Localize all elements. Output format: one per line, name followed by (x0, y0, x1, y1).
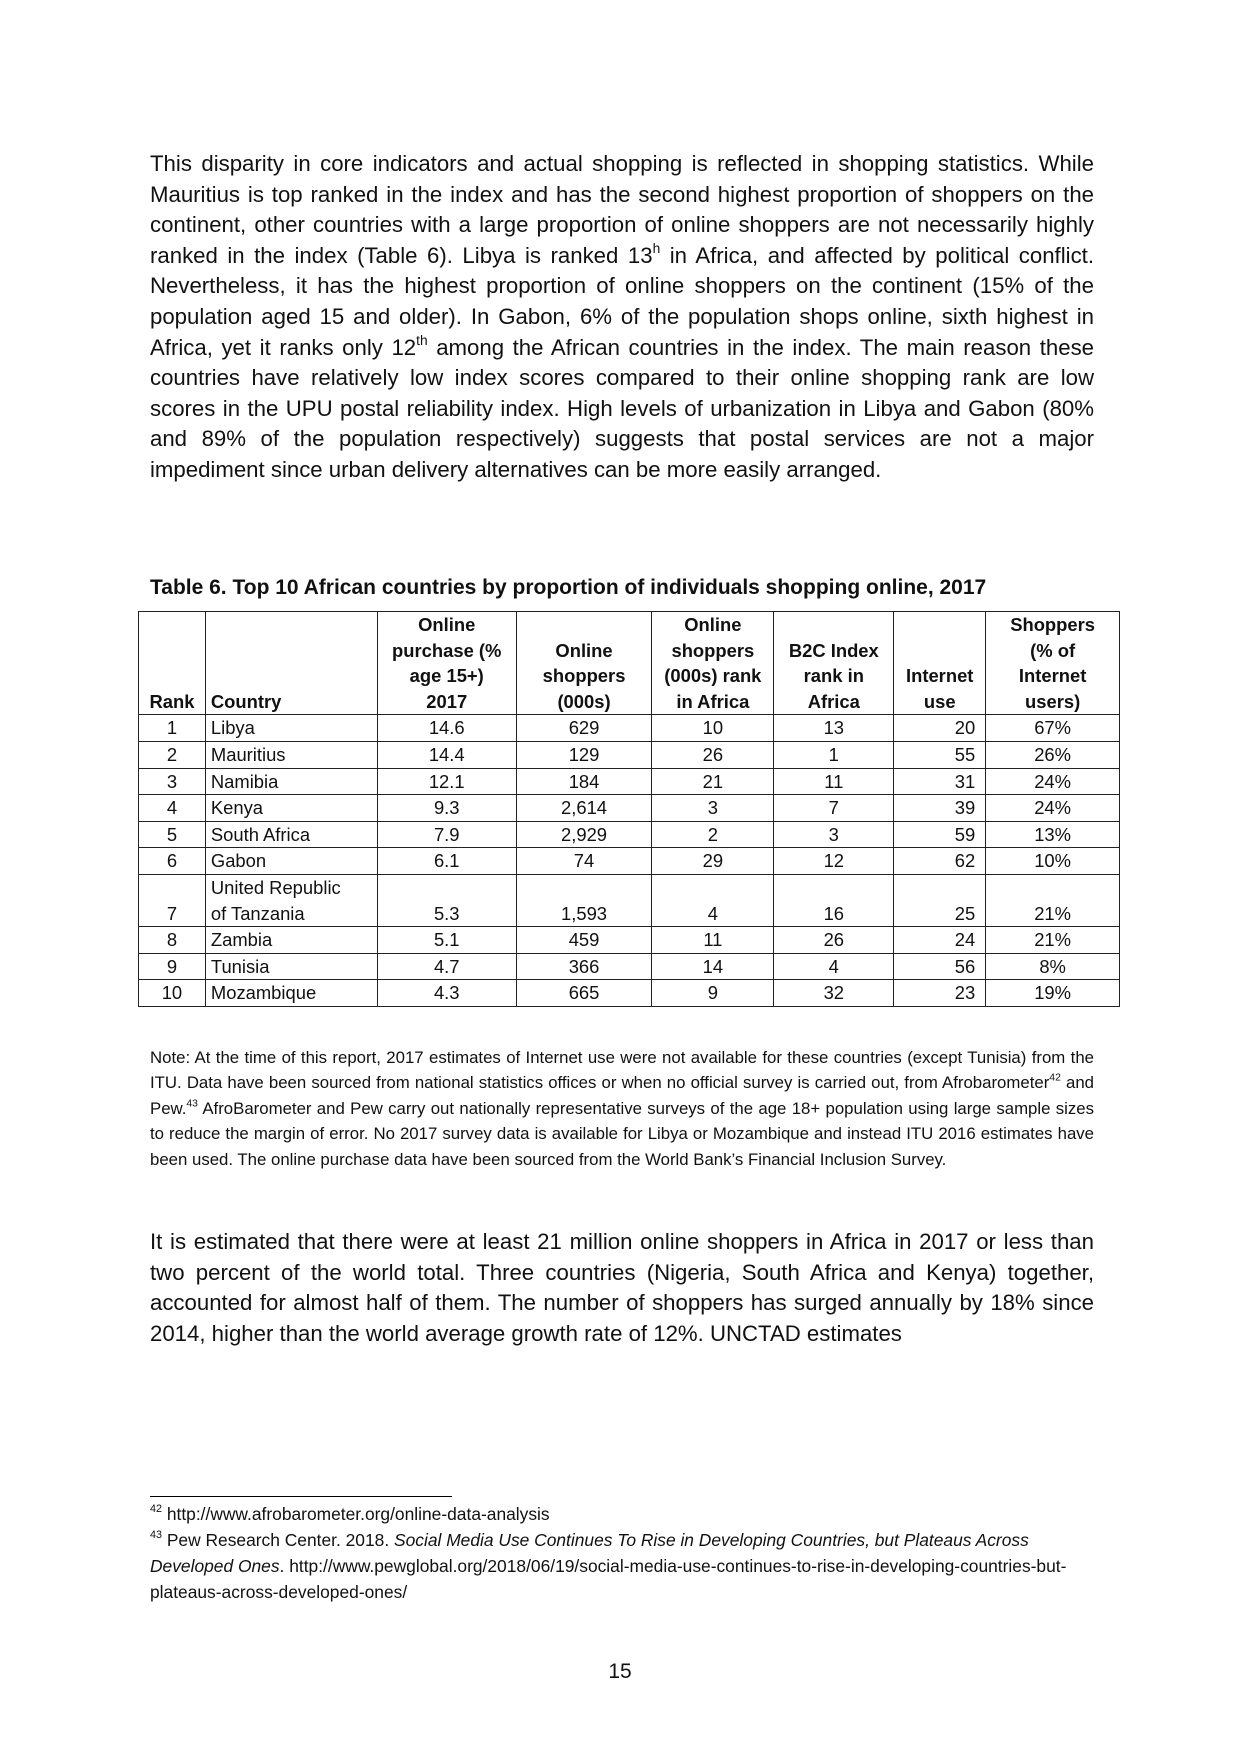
cell-b2c: 26 (774, 927, 894, 954)
cell-b2c: 11 (774, 768, 894, 795)
intro-text-3: among the African countries in the index. The main reason these countries have relatively low index scores compared to their online shopping rank are low scores in the UPU postal reliability index. High levels of urbanization in Libya and Gabon (80% and 89% of the population respectively) suggests that postal services are not a major impediment since urban delivery alternatives can be more easily arranged. (150, 334, 1094, 482)
cell-b2c: 13 (774, 715, 894, 742)
header-online-shoppers (516, 612, 652, 715)
cell-purchase: 7.9 (377, 821, 516, 848)
cell-pct: 26% (986, 741, 1120, 768)
cell-country: Namibia (205, 768, 377, 795)
footnote-43 (150, 1527, 1094, 1605)
cell-rank: 9 (139, 953, 206, 980)
cell-shoppers-rank: 9 (652, 980, 774, 1007)
cell-purchase: 4.3 (377, 980, 516, 1007)
cell-rank: 4 (139, 795, 206, 822)
cell-purchase: 14.4 (377, 741, 516, 768)
table-row (139, 715, 1120, 742)
cell-pct: 24% (986, 768, 1120, 795)
table-header-row (139, 612, 1120, 715)
cell-pct: 13% (986, 821, 1120, 848)
footnote-divider (150, 1496, 452, 1497)
cell-pct: 21% (986, 874, 1120, 926)
cell-b2c: 16 (774, 874, 894, 926)
cell-internet: 25 (894, 874, 986, 926)
cell-b2c: 12 (774, 848, 894, 875)
cell-internet: 56 (894, 953, 986, 980)
cell-shoppers: 2,929 (516, 821, 652, 848)
cell-b2c: 7 (774, 795, 894, 822)
intro-superscript-2: th (416, 332, 428, 348)
table-row (139, 874, 1120, 926)
cell-shoppers: 366 (516, 953, 652, 980)
note-text-1: Note: At the time of this report, 2017 estimates of Internet use were not available for these countries (except Tunisia) from the ITU. Data have been sourced from national statistics offices or when no official survey is carried out, from Afrobarometer (150, 1048, 1094, 1093)
shoppers-table (138, 611, 1120, 1007)
cell-rank: 7 (139, 874, 206, 926)
cell-rank: 10 (139, 980, 206, 1007)
cell-pct: 8% (986, 953, 1120, 980)
header-shoppers-rank-text: Online shoppers (000s) rank in Africa (664, 614, 762, 712)
table-caption: Table 6. Top 10 African countries by proportion of individuals shopping online, 2017 (150, 576, 987, 599)
header-online-shoppers-text: Online shoppers (000s) (542, 639, 626, 712)
footnote-42 (150, 1501, 1094, 1527)
cell-internet: 31 (894, 768, 986, 795)
cell-rank: 2 (139, 741, 206, 768)
header-rank: Rank (139, 612, 206, 715)
table-row (139, 980, 1120, 1007)
cell-shoppers-rank: 21 (652, 768, 774, 795)
intro-text-1: This disparity in core indicators and actual shopping is reflected in shopping statistics. While Mauritius is top ranked in the index and has the second highest proportion of shoppers on the continent, other countries with a large proportion of online shoppers are not necessarily highly ranked in the index (Table 6). Libya is ranked 13 (150, 151, 1094, 268)
cell-shoppers-rank: 3 (652, 795, 774, 822)
cell-shoppers-rank: 10 (652, 715, 774, 742)
header-country: Country (205, 612, 377, 715)
cell-country-text: United Republic of Tanzania (210, 876, 341, 924)
footnote-42-link: http://www.afrobarometer.org/online-data-analysis (161, 1504, 550, 1524)
cell-internet: 59 (894, 821, 986, 848)
cell-pct: 10% (986, 848, 1120, 875)
cell-purchase: 5.3 (377, 874, 516, 926)
note-footnote-ref-43: 43 (186, 1098, 198, 1110)
cell-internet: 24 (894, 927, 986, 954)
cell-country: Gabon (205, 848, 377, 875)
cell-country: Kenya (205, 795, 377, 822)
footnote-43-link: . http://www.pewglobal.org/2018/06/19/social-media-use-continues-to-rise-in-developing-countries-but-plateaus-across-developed-ones/ (150, 1556, 1067, 1602)
cell-b2c: 32 (774, 980, 894, 1007)
note-text-3: AfroBarometer and Pew carry out nationally representative surveys of the age 18+ population using large sample sizes to reduce the margin of error. No 2017 survey data is available for Libya or Mozambique and instead ITU 2016 estimates have been used. The online purchase data have been sourced from the World Bank’s Financial Inclusion Survey. (150, 1098, 1094, 1169)
cell-shoppers: 629 (516, 715, 652, 742)
table-row (139, 927, 1120, 954)
cell-shoppers: 184 (516, 768, 652, 795)
footnote-43-source: Pew Research Center. 2018. (161, 1530, 394, 1550)
footnote-43-title: Social Media Use Continues To Rise in Developing Countries, but Plateaus Across Developed Ones (150, 1530, 1029, 1576)
closing-paragraph: It is estimated that there were at least 21 million online shoppers in Africa in 2017 or less than two percent of the world total. Three countries (Nigeria, South Africa and Kenya) together, accounted for almost half of them. The number of shoppers has surged annually by 18% since 2014, higher than the world average growth rate of 12%. UNCTAD estimates (150, 1229, 1094, 1346)
cell-internet: 39 (894, 795, 986, 822)
cell-rank: 8 (139, 927, 206, 954)
cell-country: Mozambique (205, 980, 377, 1007)
table-row (139, 768, 1120, 795)
cell-shoppers: 1,593 (516, 874, 652, 926)
cell-shoppers: 459 (516, 927, 652, 954)
cell-shoppers-rank: 4 (652, 874, 774, 926)
intro-paragraph (150, 149, 1094, 486)
cell-internet: 62 (894, 848, 986, 875)
header-internet-use (894, 612, 986, 715)
cell-purchase: 14.6 (377, 715, 516, 742)
cell-b2c: 1 (774, 741, 894, 768)
cell-b2c: 4 (774, 953, 894, 980)
table-row (139, 741, 1120, 768)
cell-shoppers: 129 (516, 741, 652, 768)
note-text-2: and Pew. (150, 1073, 1094, 1118)
cell-country: Libya (205, 715, 377, 742)
page-number: 15 (608, 1660, 632, 1683)
intro-text-2: in Africa, and affected by political conflict. Nevertheless, it has the highest proportion of online shoppers on the continent (15% of the population aged 15 and older). In Gabon, 6% of the population shops online, sixth highest in Africa, yet it ranks only 12 (150, 242, 1094, 360)
table-note (150, 1045, 1094, 1172)
cell-country: South Africa (205, 821, 377, 848)
header-shoppers-pct (986, 612, 1120, 715)
cell-internet: 55 (894, 741, 986, 768)
cell-purchase: 9.3 (377, 795, 516, 822)
cell-country: Zambia (205, 927, 377, 954)
cell-shoppers-rank: 29 (652, 848, 774, 875)
cell-shoppers: 74 (516, 848, 652, 875)
cell-rank: 1 (139, 715, 206, 742)
cell-rank: 5 (139, 821, 206, 848)
table-row (139, 848, 1120, 875)
cell-pct: 21% (986, 927, 1120, 954)
cell-shoppers-rank: 2 (652, 821, 774, 848)
cell-rank: 3 (139, 768, 206, 795)
header-b2c-rank (774, 612, 894, 715)
cell-pct: 24% (986, 795, 1120, 822)
cell-pct: 67% (986, 715, 1120, 742)
cell-country: Tunisia (205, 953, 377, 980)
cell-b2c: 3 (774, 821, 894, 848)
header-shoppers-pct-text: Shoppers (% of Internet users) (1010, 614, 1096, 712)
cell-internet: 23 (894, 980, 986, 1007)
cell-shoppers-rank: 26 (652, 741, 774, 768)
cell-purchase: 6.1 (377, 848, 516, 875)
note-footnote-ref-42: 42 (1049, 1072, 1061, 1084)
cell-shoppers-rank: 11 (652, 927, 774, 954)
footnote-42-number: 42 (150, 1503, 162, 1516)
cell-internet: 20 (894, 715, 986, 742)
cell-shoppers: 665 (516, 980, 652, 1007)
cell-rank: 6 (139, 848, 206, 875)
cell-country: Mauritius (205, 741, 377, 768)
intro-superscript-1: h (652, 240, 661, 256)
cell-country (205, 874, 377, 926)
cell-purchase: 4.7 (377, 953, 516, 980)
footnote-43-number: 43 (150, 1529, 162, 1542)
table-row (139, 795, 1120, 822)
header-online-purchase-text: Online purchase (% age 15+) 2017 (392, 614, 502, 712)
cell-shoppers: 2,614 (516, 795, 652, 822)
header-internet-use-text: Internet use (905, 665, 974, 712)
cell-shoppers-rank: 14 (652, 953, 774, 980)
header-shoppers-rank (652, 612, 774, 715)
table-row (139, 953, 1120, 980)
header-online-purchase (377, 612, 516, 715)
cell-pct: 19% (986, 980, 1120, 1007)
table-row (139, 821, 1120, 848)
cell-purchase: 12.1 (377, 768, 516, 795)
cell-purchase: 5.1 (377, 927, 516, 954)
header-b2c-rank-text: B2C Index rank in Africa (788, 639, 879, 712)
